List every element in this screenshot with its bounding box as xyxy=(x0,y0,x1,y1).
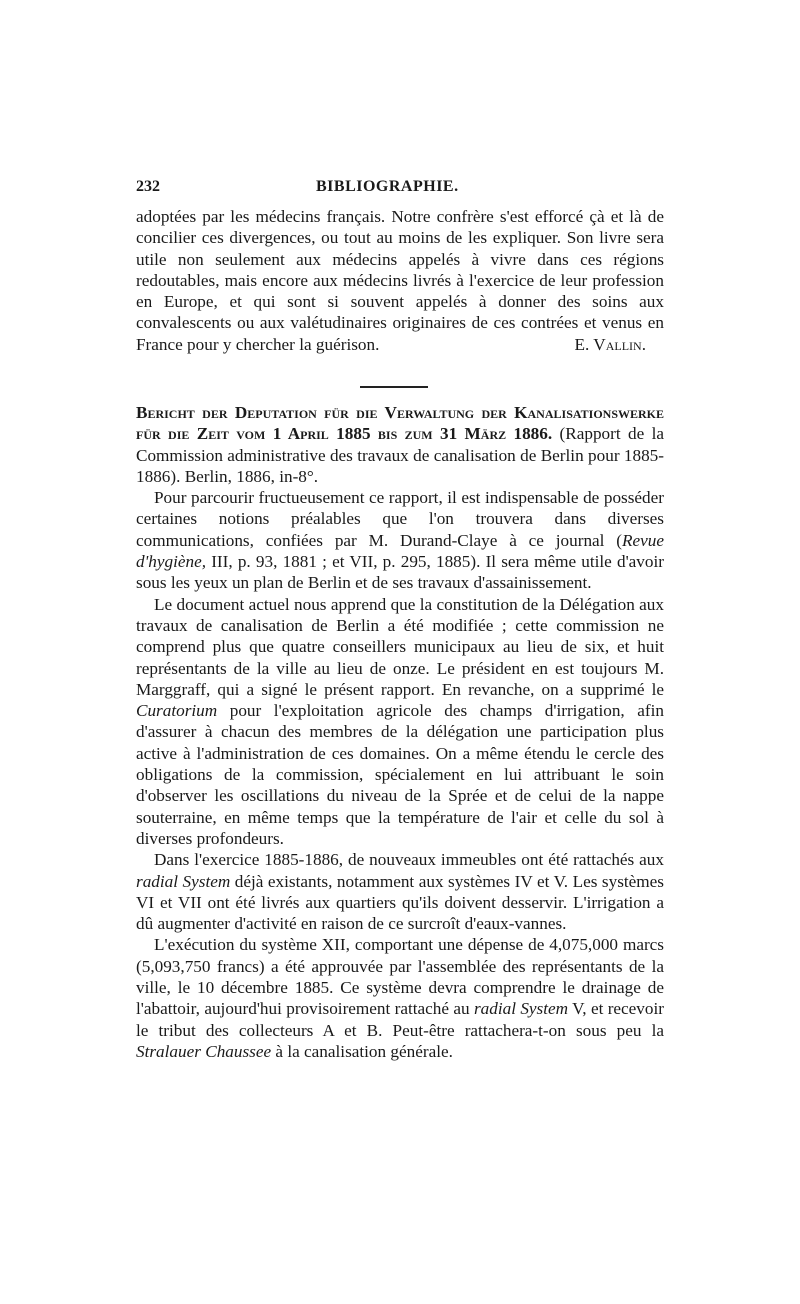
review-2-paragraph-1 xyxy=(136,487,664,593)
review-2 xyxy=(136,402,664,1062)
review-2-paragraph-4 xyxy=(136,934,664,1062)
review-2-heading xyxy=(136,402,664,487)
italic-term: Curatorium xyxy=(136,701,218,721)
text-run: V, et recevoir le tribut des collecteurs A et B. Peut-être rattachera-t-on sous peu la xyxy=(136,999,664,1040)
text-run: à la canalisation générale. xyxy=(271,1041,453,1061)
review-1 xyxy=(136,206,664,355)
text-run: Dans l'exercice 1885-1886, de nouveaux immeubles ont été rattachés aux xyxy=(154,850,664,870)
review-2-paragraph-3 xyxy=(136,849,664,934)
text-run: déjà existants, notamment aux systèmes IV et V. Les systèmes VI et VII ont été livrés aux quartiers qu'ils doivent desservir. L'irrigation a dû augmenter d'activité en raison de ce surcroît d'eaux-vannes. xyxy=(136,871,664,934)
review-2-paragraph-2 xyxy=(136,594,664,850)
text-run: Le document actuel nous apprend que la constitution de la Délégation aux travaux de canalisation de Berlin a été modifiée ; cette commission ne comprend plus que quatre conseillers municipaux au lieu de six, et huit représentants de la ville au lieu de onze. Le président en est toujours M. Marggraff, qui a signé le présent rapport. En revanche, on a supprimé le xyxy=(136,594,664,699)
review-1-text: adoptées par les médecins français. Notre confrère s'est efforcé çà et là de concilier ces divergences, ou tout au moins de les expliquer. Son livre sera utile non seulement aux médecins appelés à vivre dans ces régions redoutables, mais encore aux médecins livrés à l'exercice de leur profession en Europe, et qui sont si souvent appelés à donner des soins aux convalescents ou aux valétudinaires originaires de ces contrées et venus en France pour y chercher la guérison. xyxy=(136,207,664,354)
review-1-signature: E. Vallin. xyxy=(574,334,646,354)
text-run: III, p. 93, 1881 ; et VII, p. 295, 1885). Il sera même utile d'avoir sous les yeux un plan de Berlin et de ses travaux d'assainissement. xyxy=(136,552,664,593)
review-1-paragraph xyxy=(136,206,664,355)
section-divider xyxy=(360,386,428,388)
italic-term: radial System xyxy=(473,999,569,1019)
text-run: Pour parcourir fructueusement ce rapport, il est indispensable de posséder certaines notions préalables que l'on trouvera dans diverses communications, confiées par M. Durand-Claye à ce journal ( xyxy=(136,488,664,550)
page-number: 232 xyxy=(136,178,160,195)
text-run: pour l'exploitation agricole des champs d'irrigation, afin d'assurer à chacun des membres de la délégation une participation plus active à l'administration de ces domaines. On a même étendu le cercle des obligations de la commission, spécialement en lui attribuant le soin d'observer les oscillations du niveau de la Sprée et de celui de la nappe souterraine, en même temps que la température de l'air et celle du sol à diverses profondeurs. xyxy=(136,701,664,848)
running-title: BIBLIOGRAPHIE. xyxy=(316,178,459,195)
italic-term: radial System xyxy=(136,871,231,891)
page-header xyxy=(136,178,664,202)
review-2-citation: (Rapport de la Commission administrative des travaux de canalisation de Berlin pour 1885-1886). Berlin, 1886, in-8°. xyxy=(136,424,665,486)
journal-title: Revue d'hygiène, xyxy=(136,530,664,572)
review-2-title: Bericht der Deputation für die Verwaltung der Kanalisationswerke für die Zeit vom 1 April 1885 bis zum 31 März 1886. xyxy=(136,403,664,444)
text-run: L'exécution du système XII, comportant une dépense de 4,075,000 marcs (5,093,750 francs) a été approuvée par l'assemblée des représentants de la ville, le 10 décembre 1885. Ce système devra comprendre le drainage de l'abattoir, aujourd'hui provisoirement rattaché au xyxy=(136,935,664,1019)
italic-term: Stralauer Chaussee xyxy=(136,1041,272,1061)
